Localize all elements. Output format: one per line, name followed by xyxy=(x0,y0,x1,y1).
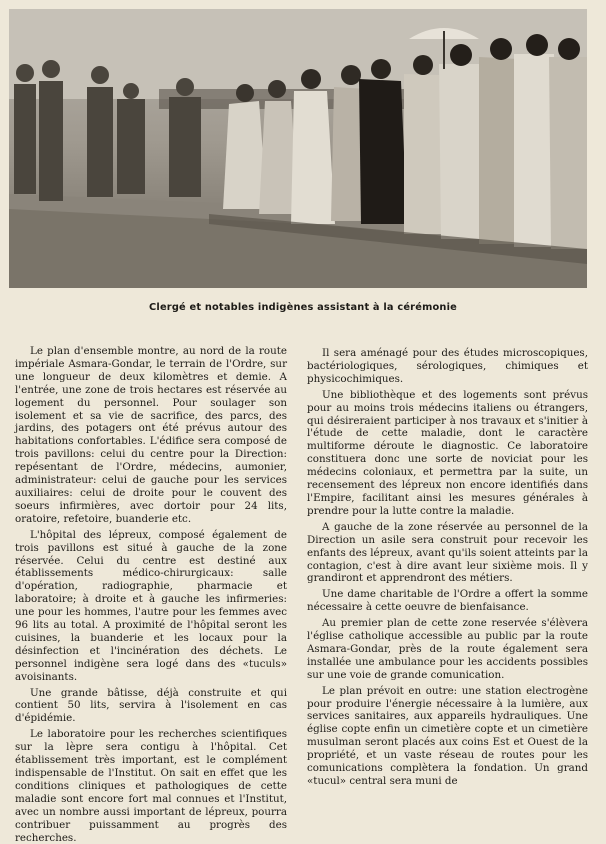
paragraph: Au premier plan de cette zone reservée s'élèvera l'église catholique accessible au public par la route Asmara-Gondar, près de la route également sera installée une ambulance pour les accidents possibles sur une voie de grande comunication. xyxy=(307,617,588,681)
paragraph: Une grande bâtisse, déjà construite et qui contient 50 lits, servira à l'isolement en cas d'épidémie. xyxy=(15,686,287,725)
paragraph: Le plan prévoit en outre: une station electrogène pour produire l'énergie nécessaire à la lumière, aux services sanitaires, aux appareils hydrauliques. Une église copte enfin un cimetière copte et un cimetière musulman seront placés aux coins Est et Ouest de la propriété, et un vaste réseau de routes pour les comunications complètera la fondation. Un grand «tucul» central sera muni de xyxy=(307,684,588,787)
figure-caption: Clergé et notables indigènes assistant à la cérémonie xyxy=(149,302,457,313)
paragraph: Le laboratoire pour les recherches scientifiques sur la lèpre sera contigu à l'hôpital. Cet établissement très important, est le complément indispensable de l'Institut. On sait en effet que les conditions cliniques et pathologiques de cette maladie sont encore fort mal connues et l'Institut, avec un nombre aussi important de lépreux, pourra contribuer puissamment au progrès des recherches. xyxy=(15,728,287,844)
paragraph: L'hôpital des lépreux, composé également de trois pavillons est situé à gauche de la zone réservée. Celui du centre est destiné aux établissements médico-chirurgicaux: salle d'opération, radiographie, pharmacie et laboratoire; à droite et à gauche les infirmeries: une pour les hommes, l'autre pour les femmes avec 96 lits au total. A proximité de l'hôpital seront les cuisines, la buanderie et les locaux pour la désinfection et l'incinération des déchets. Le personnel indigène sera logé dans des «tuculs» avoisinants. xyxy=(15,528,287,683)
paragraph: Une bibliothèque et des logements sont prévus pour au moins trois médecins italiens ou étrangers, qui désireraient participer à nos travaux et s'initier à l'étude de cette maladie, dont le caractère multiforme déroute le diagnostic. Ce laboratoire constituera donc une sorte de noviciat pour les médecins coloniaux, et permettra par la suite, un recensement des lépreux non encore identifiés dans l'Empire, facilitant ainsi les mesures générales à prendre pour la lutte contre la maladie. xyxy=(307,388,588,517)
paragraph: A gauche de la zone réservée au personnel de la Direction un asile sera construit pour recevoir les enfants des lépreux, avant qu'ils soient atteints par la contagion, c'est à dire avant leur sixième mois. Il y grandiront et apprendront des métiers. xyxy=(307,520,588,585)
crowd-illustration xyxy=(9,9,587,288)
paragraph: Le plan d'ensemble montre, au nord de la route impériale Asmara-Gondar, le terrain de l'Ordre, sur une longueur de deux kilomètres et demie. A l'entrée, une zone de trois hectares est réservée au logement du personnel. Pour soulager son isolement et sa vie de sacrifice, des parcs, des jardins, des potagers ont été prévus autour des habitations confortables. L'édifice sera composé de trois pavillons: celui du centre pour la Direction: repésentant de l'Ordre, médecins, aumonier, administrateur: celui de gauche pour les services auxiliaires: celui de droite pour le couvent des soeurs infirmières, avec dortoir pour 24 lits, oratoire, refetoire, buanderie etc. xyxy=(15,345,287,525)
text-column-right xyxy=(307,347,588,797)
paragraph: Il sera aménagé pour des études microscopiques, bactériologiques, sérologiques, chimiques et physicochimiques. xyxy=(307,347,588,385)
paragraph: Une dame charitable de l'Ordre a offert la somme nécessaire à cette oeuvre de bienfaisance. xyxy=(307,588,588,614)
ceremony-photograph xyxy=(9,9,587,288)
text-column-left xyxy=(15,345,287,844)
